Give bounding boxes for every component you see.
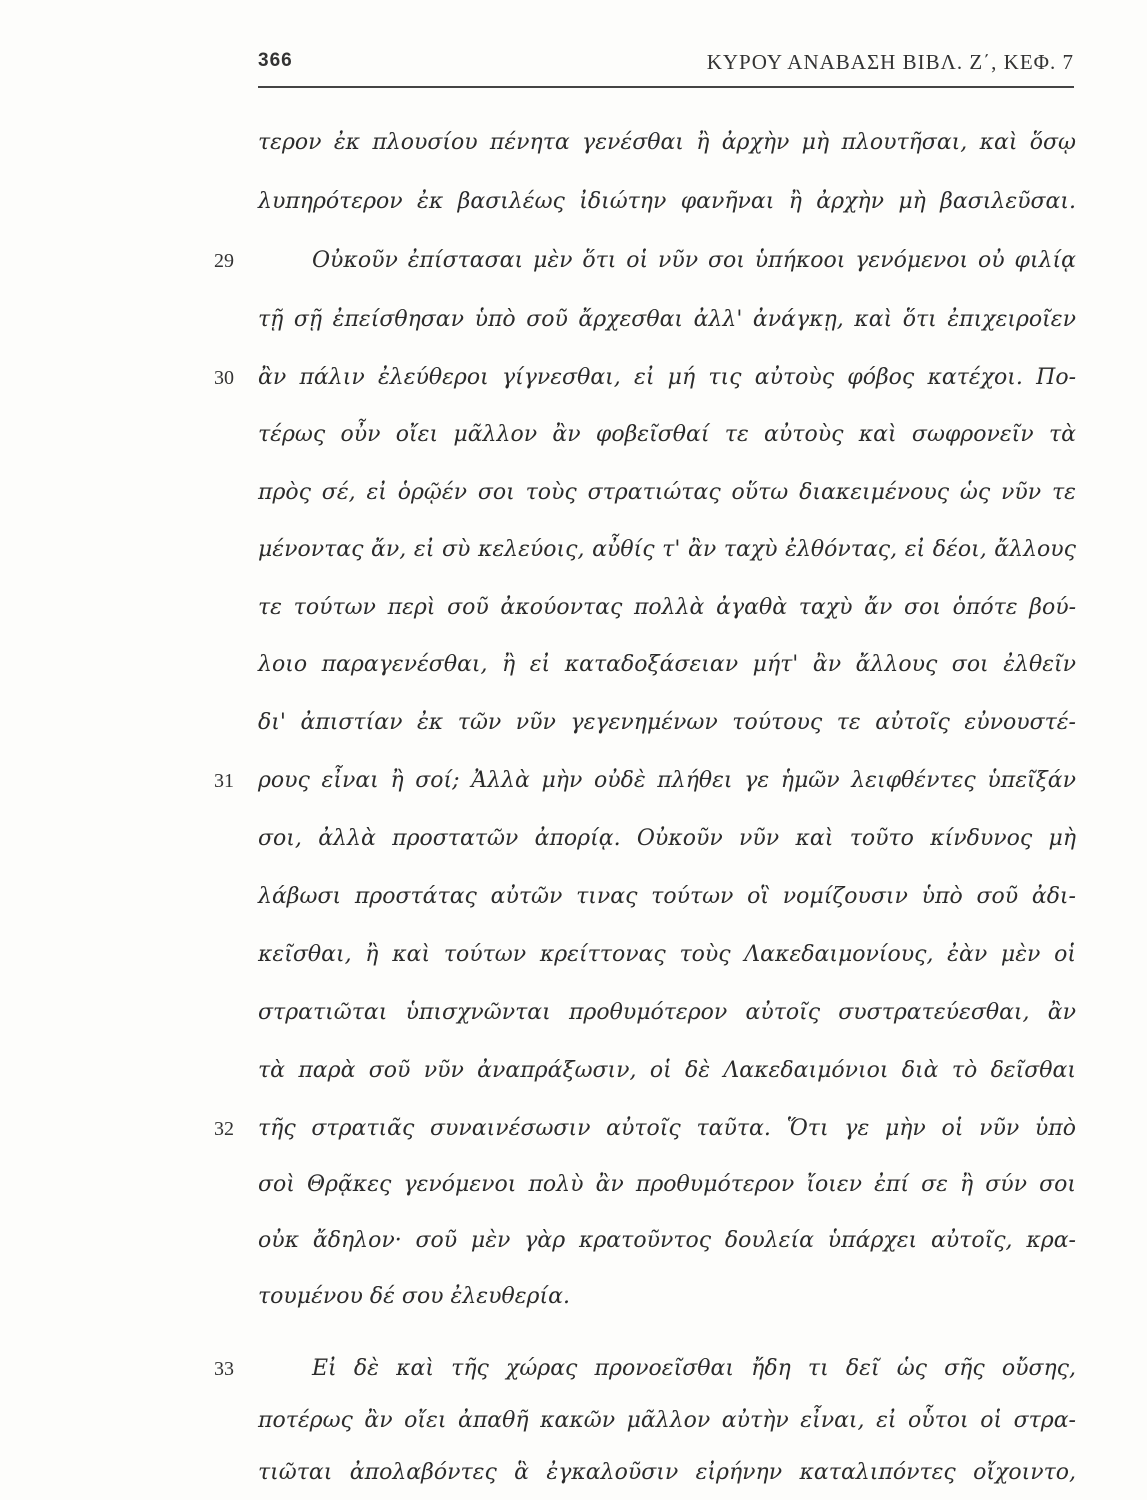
page-header [258,48,1074,88]
running-head: ΚΥΡΟΥ ΑΝΑΒΑΣΗ ΒΙΒΛ. Ζ΄, ΚΕΦ. 7 [706,50,1074,74]
text-line: σοὶ Θρᾷκες γενόμενοι πολὺ ἂν προθυμότερον ἴοιεν ἐπί σε ἢ σύν σοι [258,1172,1076,1197]
text-line: τὰ παρὰ σοῦ νῦν ἀναπράξωσιν, οἱ δὲ Λακεδαιμόνιοι διὰ τὸ δεῖσθαι [258,1058,1076,1083]
section-number: 33 [214,1358,234,1380]
text-line: κεῖσθαι, ἢ καὶ τούτων κρείττονας τοὺς Λακεδαιμονίους, ἐὰν μὲν οἱ [258,942,1076,967]
text-line: πρὸς σέ, εἰ ὁρῷέν σοι τοὺς στρατιώτας οὕτω διακειμένους ὡς νῦν τε [258,480,1076,505]
text-line: μένοντας ἄν, εἰ σὺ κελεύοις, αὖθίς τ' ἂν ταχὺ ἐλθόντας, εἰ δέοι, ἄλλους [258,537,1076,562]
section-number: 32 [214,1118,234,1140]
section-number: 30 [214,367,234,389]
text-line: δι' ἀπιστίαν ἐκ τῶν νῦν γεγενημένων τούτους τε αὐτοῖς εὐνουστέ- [258,710,1076,735]
text-line: ποτέρως ἂν οἴει ἀπαθῆ κακῶν μᾶλλον αὐτὴν εἶναι, εἰ οὗτοι οἱ στρα- [258,1408,1076,1433]
text-line: Οὐκοῦν ἐπίστασαι μὲν ὅτι οἱ νῦν σοι ὑπήκοοι γενόμενοι οὐ φιλίᾳ [312,248,1076,273]
text-line: οὐκ ἄδηλον· σοῦ μὲν γὰρ κρατοῦντος δουλεία ὑπάρχει αὐτοῖς, κρα- [258,1228,1076,1253]
text-line: τουμένου δέ σου ἐλευθερία. [258,1284,570,1309]
text-line: λάβωσι προστάτας αὐτῶν τινας τούτων οἳ νομίζουσιν ὑπὸ σοῦ ἀδι- [258,884,1076,909]
text-line: ἂν πάλιν ἐλεύθεροι γίγνεσθαι, εἰ μή τις αὐτοὺς φόβος κατέχοι. Πο- [258,365,1076,390]
text-line: λοιο παραγενέσθαι, ἢ εἰ καταδοξάσειαν μήτ' ἂν ἄλλους σοι ἐλθεῖν [258,652,1076,677]
text-line: τῇ σῇ ἐπείσθησαν ὑπὸ σοῦ ἄρχεσθαι ἀλλ' ἀνάγκῃ, καὶ ὅτι ἐπιχειροῖεν [258,307,1076,332]
text-line: τέρως οὖν οἴει μᾶλλον ἂν φοβεῖσθαί τε αὐτοὺς καὶ σωφρονεῖν τὰ [258,422,1076,447]
text-line: λυπηρότερον ἐκ βασιλέως ἰδιώτην φανῆναι ἢ ἀρχὴν μὴ βασιλεῦσαι. [258,189,1076,214]
text-line: σοι, ἀλλὰ προστατῶν ἀπορίᾳ. Οὐκοῦν νῦν καὶ τοῦτο κίνδυνος μὴ [258,826,1076,851]
section-number: 29 [214,250,234,272]
text-line: τε τούτων περὶ σοῦ ἀκούοντας πολλὰ ἀγαθὰ ταχὺ ἄν σοι ὁπότε βού- [258,595,1076,620]
page-number: 366 [258,50,293,71]
text-line: στρατιῶται ὑπισχνῶνται προθυμότερον αὐτοῖς συστρατεύεσθαι, ἂν [258,1000,1076,1025]
text-line: ρους εἶναι ἢ σοί; Ἀλλὰ μὴν οὐδὲ πλήθει γε ἡμῶν λειφθέντες ὑπεῖξάν [258,768,1076,793]
section-number: 31 [214,770,234,792]
text-line: τερον ἐκ πλουσίου πένητα γενέσθαι ἢ ἀρχὴν μὴ πλουτῆσαι, καὶ ὅσῳ [258,130,1076,155]
text-line: τιῶται ἀπολαβόντες ἃ ἐγκαλοῦσιν εἰρήνην καταλιπόντες οἴχοιντο, [258,1460,1076,1485]
text-line: τῆς στρατιᾶς συναινέσωσιν αὐτοῖς ταῦτα. Ὅτι γε μὴν οἱ νῦν ὑπὸ [258,1116,1076,1141]
text-line: Εἰ δὲ καὶ τῆς χώρας προνοεῖσθαι ἤδη τι δεῖ ὡς σῆς οὔσης, [312,1356,1076,1381]
